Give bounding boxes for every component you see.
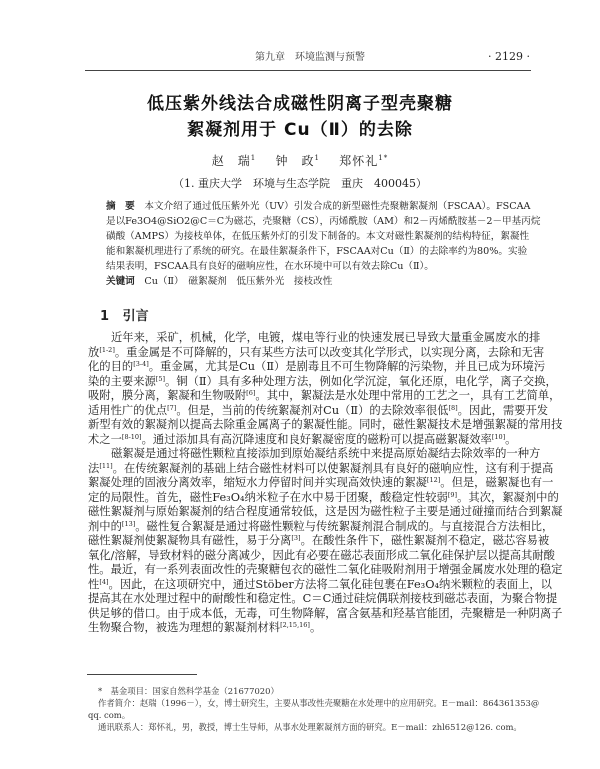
- author-mark: 1: [314, 154, 320, 162]
- paragraph-line: [88, 563, 563, 578]
- footnote-author-bio-cont: qq. com。: [88, 710, 131, 720]
- citation: [10]: [491, 432, 506, 441]
- author-mark: 1: [250, 154, 257, 162]
- text-segment: 术之一: [88, 432, 122, 446]
- text-segment: 。: [505, 432, 517, 446]
- abstract-line: 是以Fe3O4@SiO2@C＝C为磁芯，壳聚糖（CS），丙烯酰胺（AM）和2－丙烯酰胺基－2－甲基丙烷: [106, 216, 541, 227]
- paragraph-line: [88, 490, 559, 506]
- text-segment: 氧化/溶解，导致材料的磁分离减少，因此有必要在磁芯表面形成二氧化硅保护层以提高其耐酸: [88, 548, 555, 562]
- citation: [8]: [448, 403, 458, 412]
- abstract-line: 磺酸（AMPS）为接枝单体，在低压紫外灯的引发下制备的。本文对磁性絮凝剂的结构特征，絮凝性: [106, 231, 530, 242]
- citation: [5]: [155, 374, 166, 383]
- text-segment: 。因此，在这项研究中，通过Stöber方法将二氧化硅包裹在Fe₃O₄纳米颗粒的表面上，以: [108, 577, 552, 591]
- paragraph-line: [111, 331, 541, 346]
- text-segment: 染的主要来源: [88, 374, 156, 388]
- citation: [7]: [167, 403, 177, 412]
- text-segment: 。磁性复合絮凝是通过将磁性颗粒与传统絮凝剂混合制成的。与直接混合方法相比，: [135, 519, 554, 533]
- text-segment: 。重金属，尤其是Cu（Ⅱ）是剧毒且不可生物降解的污染物，并且已成为环境污: [148, 360, 546, 373]
- text-segment: 磁絮凝是通过将磁性颗粒直接添加到原始凝结系统中来提高原始凝结去除效率的一种方: [111, 447, 541, 460]
- citation: [12]: [426, 476, 441, 484]
- abstract-label: 摘 要: [106, 201, 135, 212]
- text-segment: 。其次，絮凝剂中的: [457, 490, 559, 504]
- text-segment: 。在酸性条件下，磁性絮凝剂不稳定，磁芯容易被: [300, 534, 550, 547]
- text-segment: 适用性广的优点: [88, 403, 168, 417]
- footnote-author-bio: 作者简介：赵瑞（1996－），女，博士研究生，主要从事改性壳聚糖在水处理中的应用研究。E－mail：864361353@: [98, 698, 540, 708]
- text-segment: 吸附，膜分离，絮凝和生物吸附: [88, 389, 247, 402]
- section-number: 1: [100, 309, 110, 324]
- text-segment: 。在传统絮凝剂的基础上结合磁性材料可以使絮凝剂具有良好的磁响应性，这有利于提高: [112, 461, 554, 475]
- paragraph-line: [88, 592, 558, 607]
- text-segment: 供足够的借口。由于成本低，无毒，可生物降解，富含氨基和羟基官能团，壳聚糖是一种阴离子: [88, 606, 563, 620]
- text-segment: 新型有效的絮凝剂以提高去除重金属离子的絮凝性能。同时，磁性絮凝技术是增强絮凝的常用技: [88, 418, 563, 431]
- text-segment: 放: [88, 345, 100, 359]
- citation: [13]: [121, 519, 136, 528]
- paragraph-line: [88, 461, 554, 477]
- text-segment: 化的目的: [88, 360, 134, 373]
- text-segment: 。其中，絮凝法是水处理中常用的工艺之一，具有工艺简单，: [255, 389, 561, 402]
- citation: [3]: [291, 534, 301, 542]
- paragraph-line: [88, 360, 546, 375]
- abstract-line: [106, 200, 531, 214]
- text-segment: 法: [88, 461, 100, 475]
- paragraph-line: [88, 403, 549, 419]
- text-segment: 。: [309, 621, 322, 634]
- author-name: 钟 政: [275, 154, 315, 168]
- author-list: [60, 153, 540, 170]
- citation: [1-2]: [99, 345, 115, 354]
- paper-title-line-1: 低压紫外线法合成磁性阴离子型壳聚糖: [147, 94, 453, 114]
- paragraph-line: [88, 606, 563, 622]
- abstract-line: 能和絮凝机理进行了系统的研究。在最佳絮凝条件下，FSCAA对Cu（Ⅱ）的去除率约为80%。实验: [106, 246, 528, 257]
- citation: [3-4]: [133, 360, 149, 368]
- text-segment: 生物聚合物，被选为理想的絮凝剂材料: [88, 621, 281, 634]
- paragraph-line: [88, 577, 552, 593]
- paragraph-line: [88, 534, 550, 549]
- abstract-text: 本文介绍了通过低压紫外光（UV）引发合成的新型磁性壳聚糖絮凝剂（FSCAA）。FSCAA: [144, 201, 531, 212]
- paragraph-line: [88, 621, 514, 636]
- text-segment: 。重金属是不可降解的，只有某些方法可以改变其化学形式，以实现分离，去除和无害: [114, 345, 545, 359]
- section-title: 引言: [122, 309, 149, 324]
- text-segment: 磁性絮凝剂使絮凝物具有磁性，易于分离: [88, 534, 292, 547]
- paragraph-line: [88, 374, 557, 390]
- citation: [6]: [246, 389, 256, 397]
- text-segment: 。通过添加具有高沉降速度和良好絮凝密度的磁粉可以提高磁絮凝效率: [141, 432, 492, 446]
- paragraph-line: [88, 548, 555, 564]
- footnote-rule: [87, 674, 197, 675]
- text-segment: 提高其在水处理过程中的耐酸性和稳定性。C＝C通过硅烷偶联剂接枝到磁芯表面，为聚合物提: [88, 592, 558, 605]
- affiliation: （1. 重庆大学 环境与生态学院 重庆 400045）: [173, 177, 427, 190]
- text-segment: 磁性絮凝剂与原始絮凝剂的结合程度通常较低，这是因为磁性粒子主要是通过碰撞而结合到絮凝: [88, 505, 563, 518]
- text-segment: 。因此，需要开发: [457, 403, 549, 417]
- author-mark: 1*: [378, 154, 389, 162]
- author-name: 郑怀礼: [339, 154, 379, 168]
- page-number: · 2129 ·: [488, 50, 530, 63]
- paragraph-line: [88, 519, 554, 535]
- running-header: 第九章 环境监测与预警: [255, 52, 365, 63]
- paragraph-line: [88, 476, 554, 491]
- text-segment: 。但是，当前的传统絮凝剂对Cu（Ⅱ）的去除效率很低: [176, 403, 449, 417]
- citation: [8-10]: [121, 432, 142, 441]
- citation: [11]: [99, 461, 113, 470]
- paragraph-line: [88, 505, 563, 520]
- text-segment: 近年来，采矿，机械，化学，电镀，煤电等行业的快速发展已导致大量重金属废水的排: [111, 331, 541, 344]
- header-rule: [85, 70, 531, 71]
- citation: [2,15,16]: [280, 621, 310, 629]
- citation: [9]: [447, 490, 458, 499]
- text-segment: 定的局限性。首先，磁性Fe₃O₄纳米粒子在水中易于团聚，酸稳定性较弱: [88, 490, 448, 504]
- author-name: 赵 瑞: [211, 154, 251, 168]
- keywords: Cu（Ⅱ） 磁絮凝剂 低压紫外光 接枝改性: [144, 276, 333, 287]
- footnote-corresponding: 通讯联系人：郑怀礼，男，教授，博士生导师，从事水处理絮凝剂方面的研究。E－mail：zhl6512@126. com。: [98, 722, 522, 732]
- text-segment: 剂中的: [88, 519, 122, 533]
- footnote-fund: * 基金项目：国家自然科学基金（21677020）: [98, 686, 279, 696]
- text-segment: 。但是，磁絮凝也有一: [440, 476, 554, 489]
- paragraph-line: [88, 418, 563, 433]
- abstract-line: 结果表明，FSCAA具有良好的磁响应性，在水环境中可以有效去除Cu（Ⅱ）。: [106, 261, 434, 272]
- text-segment: 。铜（Ⅱ）具有多种处理方法，例如化学沉淀，氧化还原，电化学，离子交换，: [165, 374, 557, 388]
- paragraph-line: [111, 447, 541, 462]
- section-heading: [100, 308, 149, 325]
- paragraph-line: [88, 432, 517, 448]
- text-segment: 絮凝处理的固液分离效率，缩短水力停留时间并实现高效快速的絮凝: [88, 476, 427, 489]
- paper-title-line-2: 絮凝剂用于 Cu（Ⅱ）的去除: [187, 120, 413, 140]
- keywords-label: 关键词: [106, 276, 135, 287]
- paragraph-line: [88, 345, 545, 361]
- citation: [4]: [99, 577, 109, 586]
- paragraph-line: [88, 389, 561, 404]
- text-segment: 性: [88, 577, 100, 591]
- keywords-line: [106, 275, 508, 289]
- text-segment: 性。最近，有一系列表面改性的壳聚糖包衣的磁性二氧化硅吸附剂用于增强金属废水处理的稳定: [88, 563, 563, 576]
